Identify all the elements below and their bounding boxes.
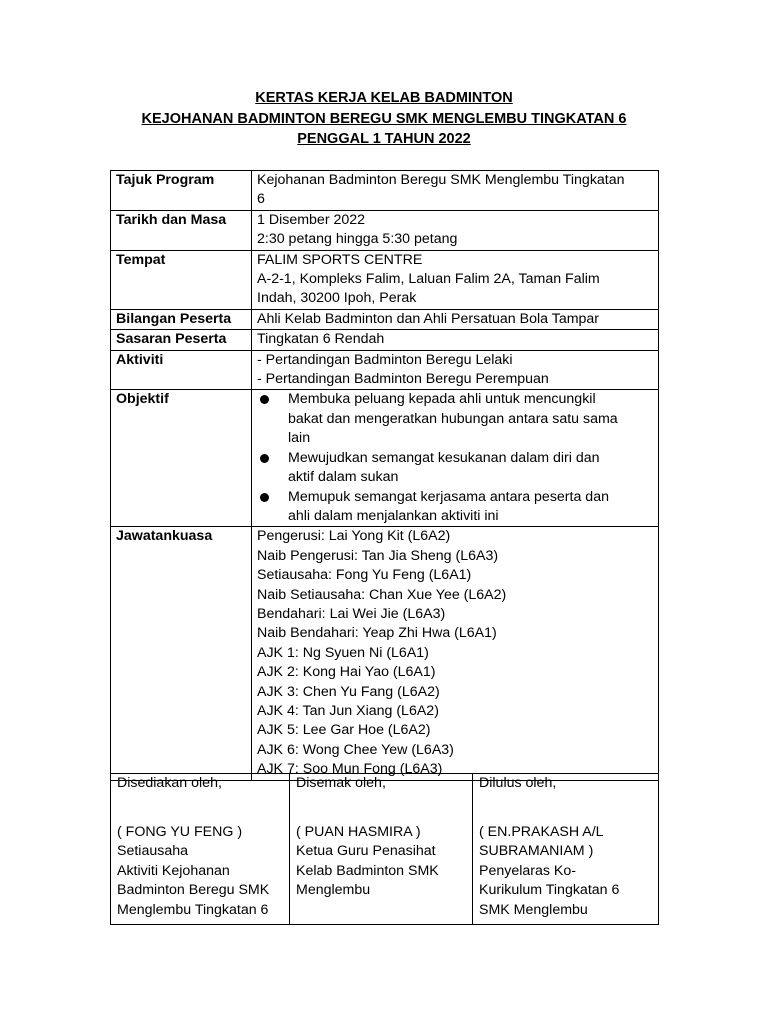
committee-member: Naib Pengerusi: Tan Jia Sheng (L6A3): [257, 547, 499, 564]
committee-member: AJK 2: Kong Hai Yao (L6A1): [257, 664, 436, 681]
row-value: [252, 527, 659, 780]
signature-line: Badminton Beregu SMK: [117, 882, 270, 899]
title-line-2: KEJOHANAN BADMINTON BEREGU SMK MENGLEMBU TINGKATAN 6: [141, 110, 627, 127]
row-label: Bilangan Peserta: [111, 309, 252, 329]
committee-member: Setiausaha: Fong Yu Feng (L6A1): [257, 567, 472, 584]
document-title: [0, 88, 768, 150]
value-line: 2:30 petang hingga 5:30 petang: [257, 231, 458, 248]
committee-member: AJK 1: Ng Syuen Ni (L6A1): [257, 644, 429, 661]
row-value: [252, 309, 659, 329]
signature-line: Setiausaha: [117, 843, 188, 860]
committee-member: AJK 6: Wong Chee Yew (L6A3): [257, 741, 454, 758]
committee-member: Naib Setiausaha: Chan Xue Yee (L6A2): [257, 586, 507, 603]
committee-member: Bendahari: Lai Wei Jie (L6A3): [257, 605, 446, 622]
value-line: Memupuk semangat kerjasama antara peserta dan: [288, 488, 609, 505]
value-line: 1 Disember 2022: [257, 211, 366, 228]
value-line: Mewujudkan semangat kesukanan dalam diri dan: [288, 449, 600, 466]
row-value: [252, 390, 659, 527]
value-line: bakat dan mengeratkan hubungan antara satu sama: [288, 410, 618, 427]
row-label: Objektif: [111, 390, 252, 527]
value-line: Ahli Kelab Badminton dan Ahli Persatuan Bola Tampar: [257, 310, 600, 327]
signature-line: Kelab Badminton SMK: [296, 862, 439, 879]
row-tajuk-program: [111, 171, 659, 211]
signature-table: [110, 773, 659, 925]
objective-item: [257, 390, 654, 448]
row-label: Tarikh dan Masa: [111, 210, 252, 250]
value-line: - Pertandingan Badminton Beregu Lelaki: [257, 351, 513, 368]
row-label: Tempat: [111, 250, 252, 309]
committee-member: AJK 7: Soo Mun Fong (L6A3): [257, 761, 443, 778]
signature-role: Disemak oleh,: [296, 775, 386, 791]
signature-line: Menglembu Tingkatan 6: [117, 901, 269, 918]
row-value: [252, 171, 659, 211]
value-line: ahli dalam menjalankan aktiviti ini: [288, 507, 499, 524]
value-line: aktif dalam sukan: [288, 469, 399, 486]
row-objektif: [111, 390, 659, 527]
row-jawatankuasa: [111, 527, 659, 780]
row-value: [252, 330, 659, 350]
row-label: Tajuk Program: [111, 171, 252, 211]
row-tempat: [111, 250, 659, 309]
signature-line: SUBRAMANIAM ): [479, 843, 594, 860]
bullet-icon: [260, 493, 269, 502]
row-label: Sasaran Peserta: [111, 330, 252, 350]
program-details-table: [110, 170, 659, 781]
signature-line: Menglembu: [296, 882, 371, 899]
committee-member: AJK 4: Tan Jun Xiang (L6A2): [257, 702, 439, 719]
value-line: 6: [257, 191, 265, 208]
title-line-3: PENGGAL 1 TAHUN 2022: [297, 131, 471, 147]
committee-member: Pengerusi: Lai Yong Kit (L6A2): [257, 528, 451, 545]
row-label: Aktiviti: [111, 350, 252, 390]
signature-role: Disediakan oleh,: [117, 775, 222, 791]
value-line: FALIM SPORTS CENTRE: [257, 251, 423, 268]
signature-line: Kurikulum Tingkatan 6: [479, 882, 620, 899]
bullet-icon: [260, 395, 269, 404]
signature-role: Dilulus oleh,: [479, 775, 557, 791]
signature-row: [111, 774, 659, 925]
signature-line: SMK Menglembu: [479, 901, 588, 918]
row-value: [252, 350, 659, 390]
signature-line: Penyelaras Ko-: [479, 862, 576, 879]
committee-member: AJK 3: Chen Yu Fang (L6A2): [257, 683, 440, 700]
signature-reviewed: [290, 774, 473, 925]
value-line: lain: [288, 430, 311, 447]
value-line: - Pertandingan Badminton Beregu Perempuan: [257, 371, 549, 388]
title-line-1: KERTAS KERJA KELAB BADMINTON: [255, 90, 513, 106]
signature-prepared: [111, 774, 290, 925]
signature-line: ( FONG YU FENG ): [117, 824, 243, 840]
committee-member: Naib Bendahari: Yeap Zhi Hwa (L6A1): [257, 625, 497, 642]
signature-line: ( EN.PRAKASH A/L: [479, 824, 604, 840]
signature-line: Ketua Guru Penasihat: [296, 843, 436, 860]
row-label: Jawatankuasa: [111, 527, 252, 780]
row-sasaran-peserta: [111, 330, 659, 350]
row-tarikh-masa: [111, 210, 659, 250]
value-line: Kejohanan Badminton Beregu SMK Menglembu Tingkatan: [257, 172, 625, 188]
bullet-icon: [260, 454, 269, 463]
value-line: Membuka peluang kepada ahli untuk mencungkil: [288, 391, 596, 408]
objective-item: [257, 488, 654, 527]
row-value: [252, 250, 659, 309]
signature-line: ( PUAN HASMIRA ): [296, 824, 421, 840]
value-line: Indah, 30200 Ipoh, Perak: [257, 290, 417, 307]
objective-item: [257, 449, 654, 488]
value-line: Tingkatan 6 Rendah: [257, 331, 385, 348]
value-line: A-2-1, Kompleks Falim, Laluan Falim 2A, Taman Falim: [257, 271, 600, 288]
committee-member: AJK 5: Lee Gar Hoe (L6A2): [257, 722, 431, 739]
row-aktiviti: [111, 350, 659, 390]
row-value: [252, 210, 659, 250]
signature-approved: [473, 774, 659, 925]
row-bilangan-peserta: [111, 309, 659, 329]
signature-line: Aktiviti Kejohanan: [117, 862, 230, 879]
